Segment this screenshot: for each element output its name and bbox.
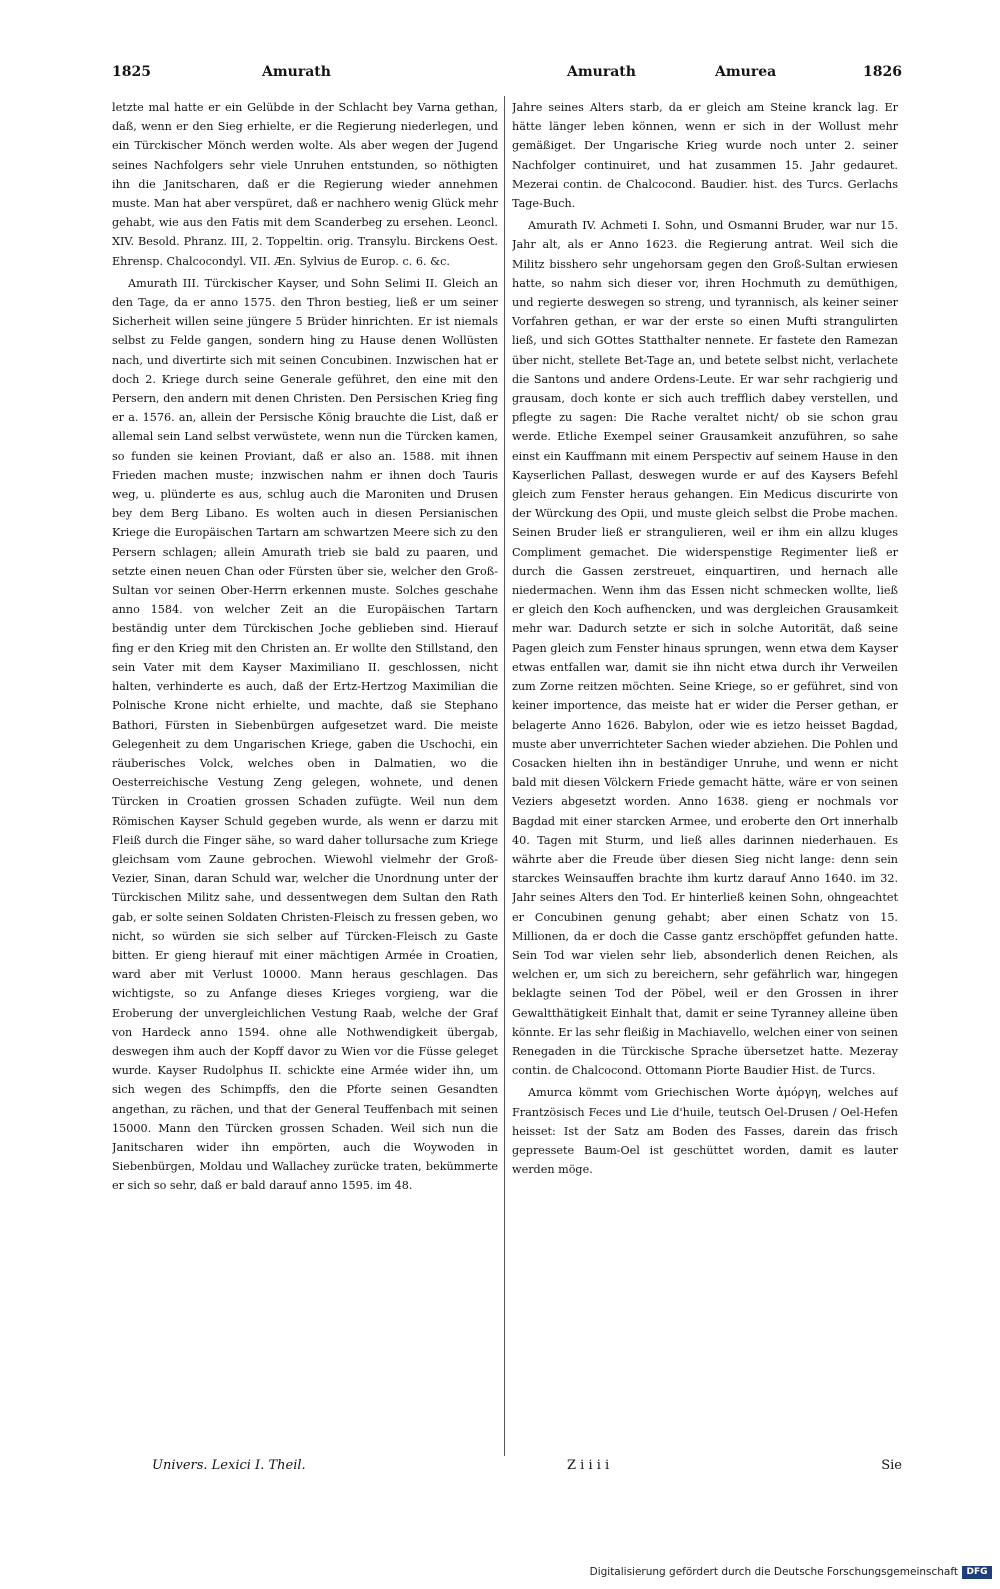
digitization-credit [590,1563,992,1581]
column-divider [504,96,505,1456]
page-number-left: 1825 [112,64,151,80]
running-header [112,64,902,86]
header-keyword-middle: Amurath [567,64,636,80]
header-keyword-right: Amurea [715,64,777,80]
credit-text: Digitalisierung gefördert durch die Deutsche Forschungsgemeinschaft [589,1566,958,1578]
signature-title: Univers. Lexici I. Theil. [152,1458,306,1473]
paragraph-amurath-ii-end: letzte mal hatte er ein Gelübde in der Schlacht bey Varna gethan, daß, wenn er den Sieg erhielte, er die Regierung niederlegen, und ein Türckischer Mönch werden wolte. Als aber wegen der Jugend seines Nachfolgers sehr viele Unruhen entstunden, so nöthigten ihn die Janitscharen, daß er die Regierung wieder annehmen muste. Man hat aber verspüret, daß er nachhero wenig Glück mehr gehabt, wie aus den Fatis mit dem Scanderbeg zu ersehen. Leoncl. XIV. Besold. Phranz. III, 2. Toppeltin. orig. Transylu. Birckens Oest. Ehrensp. Chalcocondyl. VII. Æn. Sylvius de Europ. c. 6. &c. [112,101,498,268]
signature-mark: Z i i i i [567,1458,610,1473]
catchword: Sie [881,1458,902,1473]
right-column [512,98,898,1468]
paragraph-amurath-iii: Amurath III. Türckischer Kayser, und Sohn Selimi II. Gleich an den Tage, da er anno 1575. den Thron bestieg, ließ er um seiner Sicherheit willen seine jüngere 5 Brüder hinrichten. Er ist niemals selbst zu Felde gangen, sondern hing zu Hause denen Wollüsten nach, und divertirte sich mit seinen Concubinen. Inzwischen hat er doch 2. Kriege durch seine Generale geführet, den eine mit den Persern, den andern mit denen Christen. Den Persischen Krieg fing er a. 1576. an, allein der Persische König brauchte die List, daß er allemal sein Land selbst verwüstete, wenn nun die Türcken kamen, so funden sie keinen Proviant, daß er also an. 1588. mit ihnen Frieden machen muste; inzwischen nahm er ihnen doch Tauris weg, u. plünderte es aus, schlug auch die Maroniten und Drusen bey dem Berg Libano. Es wolten auch in diesen Persianischen Kriege die Europäischen Tartarn am schwartzen Meere sich zu den Persern schlagen; allein Amurath trieb sie bald zu paaren, und setzte einen neuen Chan oder Fürsten über sie, welcher den Groß-Sultan vor seinen Ober-Herrn erkennen muste. Solches geschahe anno 1584. von welcher Zeit an die Europäischen Tartarn beständig unter dem Türckischen Joche geblieben sind. Hierauf fing er den Krieg mit den Christen an. Er wollte den Stillstand, den sein Vater mit dem Kayser Maximiliano II. geschlossen, nicht halten, verhinderte es auch, daß der Ertz-Hertzog Maximilian die Polnische Krone nicht erhielte, und machte, daß sie Stephano Bathori, Fürsten in Siebenbürgen aufgesetzet ward. Die meiste Gelegenheit zu dem Ungarischen Kriege, gaben die Uschochi, ein räuberisches Volck, welches oben in Dalmatien, wo die Oesterreichische Vestung Zeng gelegen, wohnete, und denen Türcken in Croatien grossen Schaden zufügte. Weil nun dem Römischen Kayser Schuld gegeben wurde, als wenn er darzu mit Fleiß durch die Finger sähe, so ward daher tollursache zum Kriege gleichsam vom Zaune gebrochen. Wiewohl vielmehr der Groß-Vezier, Sinan, daran Schuld war, welcher die Unordnung unter der Türckischen Militz sahe, und dessentwegen dem Sultan den Rath gab, er solte seinen Soldaten Christen-Fleisch zu fressen geben, wo nicht, so würden sie sich selber auf Türcken-Fleisch zu Gaste bitten. Er gieng hierauf mit einer mächtigen Armée in Croatien, ward aber mit Verlust 10000. Mann heraus geschlagen. Das wichtigste, so zu Anfange dieses Krieges vorgieng, war die Eroberung der unvergleichlichen Vestung Raab, welche der Graf von Hardeck anno 1594. ohne alle Nothwendigkeit übergab, deswegen ihm auch der Kopff davor zu Wien vor die Füsse geleget wurde. Kayser Rudolphus II. schickte eine Armée wider ihn, um sich wegen des Schimpffs, den die Pforte seinen Gesandten angethan, zu rächen, und that der General Teuffenbach mit seinen 15000. Mann den Türcken grossen Schaden. Weil sich nun die Janitscharen wider ihn empörten, auch die Woywoden in Siebenbürgen, Moldau und Wallachey zurücke traten, bekümmerte er sich so sehr, daß er bald darauf anno 1595. im 48. [112,276,498,1193]
left-column [112,98,498,1468]
page-footer [112,1458,902,1480]
page-number-right: 1826 [863,64,902,80]
paragraph-amurath-iii-end: Jahre seines Alters starb, da er gleich am Steine kranck lag. Er hätte länger leben können, wenn er sich in der Wollust mehr gemäßiget. Der Ungarische Krieg wurde noch unter 2. seiner Nachfolger continuiret, und hat zusammen 15. Jahr gedauret. Mezerai contin. de Chalcocond. Baudier. hist. des Turcs. Gerlachs Tage-Buch. [512,101,898,211]
paragraph-amurca: Amurca kömmt vom Griechischen Worte ἀμόργη, welches auf Frantzösisch Feces und Lie d'huile, teutsch Oel-Drusen / Oel-Hefen heisset: Ist der Satz am Boden des Fasses, darein das frisch gepressete Baum-Oel ist geschüttet worden, damit es lauter werden möge. [512,1086,898,1177]
paragraph-amurath-iv: Amurath IV. Achmeti I. Sohn, und Osmanni Bruder, war nur 15. Jahr alt, als er Anno 1623. die Regierung antrat. Weil sich die Militz bisshero sehr ungehorsam gegen den Groß-Sultan erwiesen hatte, so nahm sich dieser vor, ihren Hochmuth zu demüthigen, und regierte deswegen so streng, und tyrannisch, als keiner seiner Vorfahren gethan, er war der erste so einen Mufti strangulirten ließ, und sich GOttes Statthalter nennete. Er fastete den Ramezan über nicht, stellete Bet-Tage an, und betete selbst nicht, verlachete die Santons und andere Ordens-Leute. Er war sehr rachgierig und grausam, doch konte er sich auch trefflich dabey verstellen, und pflegte zu sagen: Die Rache veraltet nicht/ ob sie schon grau werde. Etliche Exempel seiner Grausamkeit anzuführen, so sahe einst ein Kauffmann mit einem Perspectiv auf seinem Hause in den Kayserlichen Pallast, deswegen wurde er auf des Kaysers Befehl gleich zum Fenster heraus gehangen. Ein Medicus discurirte von der Würckung des Opii, und muste gleich selbst die Probe machen. Seinen Bruder ließ er strangulieren, weil er ihm ein allzu kluges Compliment gemachet. Die widerspenstige Regimenter ließ er durch die Gassen zerstreuet, einquartiren, und hernach alle niedermachen. Wenn ihm das Essen nicht schmecken wollte, ließ er gleich den Koch aufhencken, und was dergleichen Grausamkeit mehr war. Dadurch setzte er sich in solche Autorität, daß seine Pagen gleich zum Fenster hinaus sprungen, wenn etwa dem Kayser etwas entfallen war, damit sie ihn nicht etwa durch ihr Verweilen zum Zorne reitzen möchten. Seine Kriege, so er geführet, sind von keiner importence, das meiste hat er wider die Perser gethan, er belagerte Anno 1626. Babylon, oder wie es ietzo heisset Bagdad, muste aber unverrichteter Sachen wieder abziehen. Die Pohlen und Cosacken hielten ihn in beständiger Unruhe, und wenn er nicht bald mit diesen Völckern Friede gemacht hätte, wäre er von seinen Veziers abgesetzt worden. Anno 1638. gieng er nochmals vor Bagdad mit einer starcken Armee, und eroberte den Ort innerhalb 40. Tagen mit Sturm, und ließ alles darinnen niederhauen. Es währte aber die Freude über diesen Sieg nicht lange: denn sein starckes Weinsauffen brachte ihm kurtz darauf Anno 1640. im 32. Jahr seines Alters den Tod. Er hinterließ keinen Sohn, ohngeachtet er Concubinen genung gehabt; aber einen Schatz von 15. Millionen, da er doch die Casse gantz erschöpffet gefunden hatte. Sein Tod war vielen sehr lieb, absonderlich denen Reichen, als welchen er, um sich zu bereichern, sehr gefährlich war, hingegen beklagte seinen Tod der Pöbel, weil er den Grossen in ihrer Gewaltthätigkeit Einhalt that, damit er seine Tyranney alleine üben könnte. Er las sehr fleißig in Machiavello, welchen einer von seinen Renegaden in die Türckische Sprache übersetzet hatte. Mezeray contin. de Chalcocond. Ottomann Piorte Baudier Hist. de Turcs. [512,219,898,1078]
header-keyword-left: Amurath [262,64,331,80]
dfg-logo-icon: DFG [962,1566,992,1579]
